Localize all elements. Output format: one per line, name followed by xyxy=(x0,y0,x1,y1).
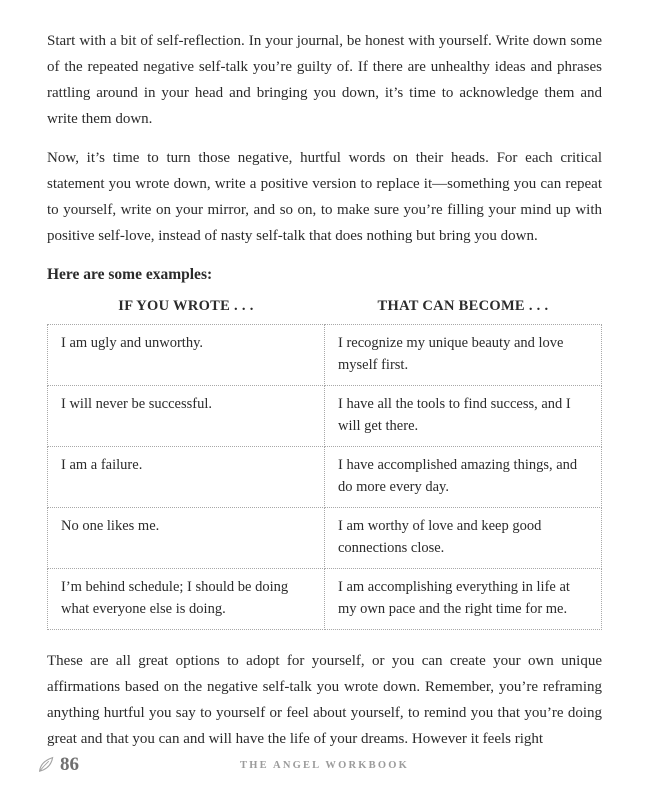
negative-statement-cell: I’m behind schedule; I should be doing what everyone else is doing. xyxy=(48,569,325,630)
table-row xyxy=(48,447,602,508)
positive-statement-cell: I am worthy of love and keep good connections close. xyxy=(325,508,602,569)
negative-statement-cell: I am ugly and unworthy. xyxy=(48,325,325,386)
table-header-row xyxy=(48,298,602,325)
closing-paragraph: These are all great options to adopt for yourself, or you can create your own unique affirmations based on the negative self-talk you wrote down. Remember, you’re reframing anything hurtful you say to yourself or feel about yourself, to remind you that you’re doing great and that you can and will have the life of your dreams. However it feels right xyxy=(47,653,602,747)
positive-statement-cell: I recognize my unique beauty and love myself first. xyxy=(325,325,602,386)
book-title: THE ANGEL WORKBOOK xyxy=(240,760,409,771)
table-row xyxy=(48,325,602,386)
affirmations-table xyxy=(47,298,602,630)
page-number: 86 xyxy=(60,754,79,775)
table-row xyxy=(48,569,602,630)
body-paragraph-1: Start with a bit of self-reflection. In your journal, be honest with yourself. Write down some of the repeated negative self-talk you’re guilty of. If there are unhealthy ideas and phrases rattling around in your head and bringing you down, it’s time to acknowledge them and write them down. xyxy=(47,33,602,127)
column-header-if-you-wrote: IF YOU WROTE . . . xyxy=(118,298,254,314)
positive-statement-cell: I have all the tools to find success, and I will get there. xyxy=(325,386,602,447)
examples-heading: Here are some examples: xyxy=(47,266,213,283)
column-header-that-can-become: THAT CAN BECOME . . . xyxy=(377,298,549,314)
negative-statement-cell: I will never be successful. xyxy=(48,386,325,447)
positive-statement-cell: I have accomplished amazing things, and do more every day. xyxy=(325,447,602,508)
table-row xyxy=(48,386,602,447)
negative-statement-cell: I am a failure. xyxy=(48,447,325,508)
table-row xyxy=(48,508,602,569)
positive-statement-cell: I am accomplishing everything in life at my own pace and the right time for me. xyxy=(325,569,602,630)
negative-statement-cell: No one likes me. xyxy=(48,508,325,569)
page-footer xyxy=(0,748,649,774)
body-paragraph-2: Now, it’s time to turn those negative, hurtful words on their heads. For each critical statement you wrote down, write a positive version to replace it—something you can repeat to yourself, write on your mirror, and so on, to make sure you’re filling your mind up with positive self-love, instead of nasty self-talk that does nothing but bring you down. xyxy=(47,150,602,244)
